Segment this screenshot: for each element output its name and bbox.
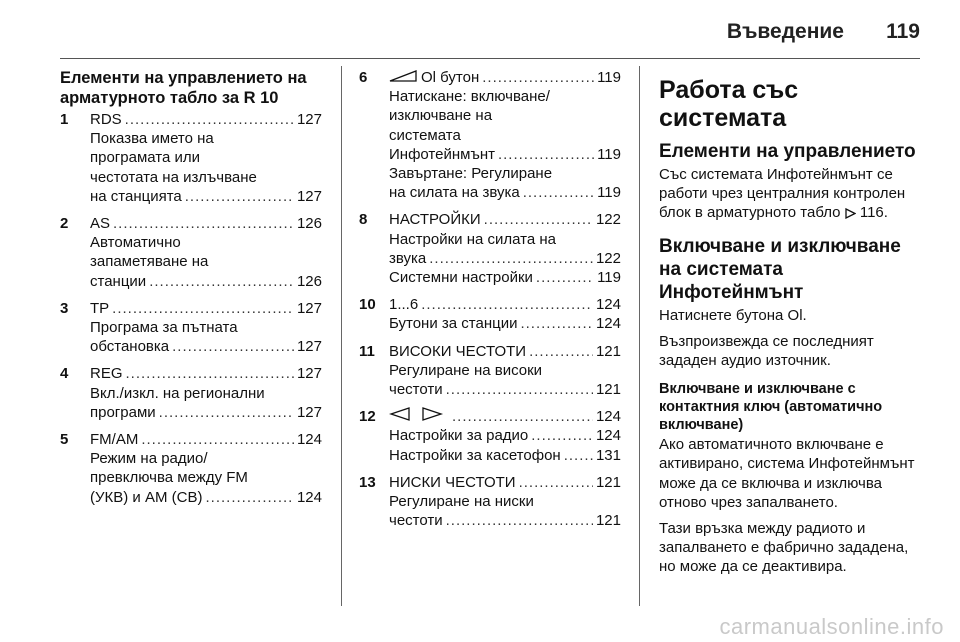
entry-body: [90, 110, 322, 206]
entry-text: изключване на: [389, 107, 493, 125]
leader-dots: [159, 403, 294, 422]
section-title: Работа със системата: [659, 76, 799, 132]
entry-text: честоти: [389, 512, 443, 530]
entry-number: 5: [60, 431, 69, 449]
entry-body: [389, 407, 621, 465]
leader-dots: [564, 446, 593, 465]
entry-number: 11: [359, 342, 375, 360]
entry-line: [389, 342, 621, 361]
entry-line: [90, 233, 322, 252]
page-ref: 131: [595, 446, 621, 464]
leader-dots: [519, 473, 593, 492]
entry-text: Инфотейнмънт: [389, 145, 495, 163]
entry-line: [90, 449, 322, 468]
entry-number: 4: [60, 365, 69, 383]
entry-text: Автоматично: [90, 234, 181, 252]
entry-line: [90, 318, 322, 337]
paragraph: [659, 165, 921, 225]
section-heading: Елементи на управлението на арматурното табло за R 10: [60, 69, 307, 107]
entry-body: [90, 299, 322, 357]
entry-body: [90, 364, 322, 422]
entry-line: [389, 183, 621, 202]
leader-dots: [113, 214, 294, 233]
column-divider: [639, 66, 640, 606]
seek-arrows-icon: [389, 407, 445, 426]
entry-line: [90, 403, 322, 422]
entry-number: 1: [60, 111, 69, 128]
entry-number: 6: [359, 69, 368, 86]
leader-dots: [205, 488, 293, 507]
entry-text: Натискане: включване/: [389, 88, 550, 106]
entry-line: [90, 129, 322, 148]
subsection-heading: Включване и изключване с контактния ключ (автоматично включване): [659, 381, 883, 434]
entry-line: [389, 407, 621, 426]
control-list: [359, 68, 621, 530]
page-ref: 121: [595, 381, 621, 399]
control-entry: [359, 342, 621, 400]
entry-body: [90, 430, 322, 507]
entry-body: [389, 295, 621, 333]
leader-dots: [141, 430, 294, 449]
page-ref: 119: [597, 184, 621, 202]
entry-line: [389, 492, 621, 511]
page-header: [60, 16, 920, 56]
entry-line: [90, 299, 322, 318]
entry-number: 10: [359, 296, 376, 314]
leader-dots: [523, 183, 594, 202]
control-entry: [359, 473, 621, 531]
page-ref: 119: [597, 269, 621, 287]
entry-line: [389, 314, 621, 333]
page-ref: 121: [595, 342, 621, 360]
entry-text: на станцията: [90, 187, 182, 205]
volume-wedge-icon: [389, 68, 417, 87]
entry-number: 2: [60, 215, 69, 233]
page-ref: 124: [595, 408, 621, 426]
leader-dots: [446, 511, 593, 530]
entry-text: честоти: [389, 381, 443, 399]
entry-line: [389, 446, 621, 465]
entry-line: [90, 168, 322, 187]
column-3: [659, 62, 921, 584]
entry-text: програмата или: [90, 149, 201, 167]
entry-body: [389, 210, 621, 287]
paragraph: Натиснете бутона Ol.: [659, 306, 807, 324]
entry-line: [389, 87, 621, 106]
page-ref: 121: [595, 473, 621, 491]
control-entry: [60, 364, 322, 422]
entry-text: звука: [389, 249, 427, 267]
leader-dots: [531, 426, 593, 445]
leader-dots: [149, 272, 294, 291]
entry-line: [389, 126, 621, 145]
page-ref: 124: [296, 488, 322, 506]
control-entry: [359, 407, 621, 465]
leader-dots: [172, 337, 294, 356]
subsection-heading: Включване и изключване на системата Инфотейнмънт: [659, 235, 901, 303]
page-ref: 119: [597, 145, 621, 163]
entry-text: Настройки за радио: [389, 427, 529, 445]
entry-text: RDS: [90, 111, 122, 128]
control-entry: [60, 214, 322, 291]
page-ref: 124: [595, 296, 621, 314]
page-ref: 127: [296, 111, 322, 128]
entry-text: Режим на радио/: [90, 450, 208, 468]
entry-line: [90, 272, 322, 291]
entry-line: [90, 384, 322, 403]
page-ref: 121: [595, 512, 621, 530]
entry-body: [389, 342, 621, 400]
entry-text: програми: [90, 403, 156, 421]
entry-text: Системни настройки: [389, 269, 533, 287]
page-ref: 127: [296, 338, 322, 356]
leader-dots: [126, 364, 294, 383]
control-entry: [60, 299, 322, 357]
entry-text: запаметяване на: [90, 253, 209, 271]
entry-line: [389, 210, 621, 229]
paragraph-text: Със системата Инфотейнмънт се работи чрез централния контролен блок в арматурното табло: [659, 166, 906, 222]
entry-body: [389, 473, 621, 531]
page-ref: 126: [296, 272, 322, 290]
entry-line: [389, 164, 621, 183]
leader-dots: [484, 210, 593, 229]
subsection-heading: Елементи на управлението: [659, 141, 916, 162]
page-ref-icon: [845, 205, 856, 224]
watermark: carmanualsonline.info: [719, 614, 944, 639]
page-ref: 122: [595, 211, 621, 229]
entry-text: обстановка: [90, 338, 170, 356]
page-ref: 127: [296, 187, 322, 205]
leader-dots: [185, 187, 294, 206]
entry-line: [389, 106, 621, 125]
control-list: [60, 110, 322, 507]
control-entry: [359, 210, 621, 287]
entry-line: [389, 230, 621, 249]
entry-line: [90, 148, 322, 167]
paragraph: Тази връзка между радиото и запалването е фабрично зададена, но може да се деактивира.: [659, 520, 909, 576]
leader-dots: [536, 268, 594, 287]
leader-dots: [125, 110, 294, 129]
entry-text: Бутони за станции: [389, 315, 518, 333]
page-ref: 127: [296, 365, 322, 383]
entry-line: [90, 110, 322, 129]
entry-number: 3: [60, 299, 69, 317]
entry-text: станции: [90, 272, 147, 290]
page-ref: 116.: [859, 204, 888, 222]
leader-dots: [446, 380, 593, 399]
page-ref: 124: [595, 315, 621, 333]
entry-text: Регулиране на ниски: [389, 493, 534, 511]
chapter-title: Въведение: [726, 20, 844, 43]
column-divider: [341, 66, 342, 606]
entry-text: 1...6: [389, 296, 419, 314]
page-ref: 119: [597, 69, 621, 86]
entry-text: REG: [90, 365, 123, 383]
leader-dots: [482, 68, 594, 87]
leader-dots: [452, 407, 593, 426]
entry-number: 13: [359, 473, 376, 491]
entry-text: Завъртане: Регулиране: [389, 165, 553, 183]
control-entry: [60, 110, 322, 206]
page-ref: 124: [296, 431, 322, 449]
entry-text: AS: [90, 215, 111, 233]
entry-line: [90, 430, 322, 449]
entry-number: 8: [359, 211, 368, 229]
entry-text: системата: [389, 126, 461, 144]
leader-dots: [498, 145, 594, 164]
entry-line: [389, 380, 621, 399]
entry-text: (УКВ) и AM (СВ): [90, 488, 203, 506]
entry-line: [90, 187, 322, 206]
entry-text: Програма за пътната: [90, 319, 238, 337]
control-entry: [359, 295, 621, 333]
page-ref: 127: [296, 403, 322, 421]
column-2: [359, 68, 621, 538]
entry-text: Показва името на: [90, 130, 214, 148]
leader-dots: [421, 295, 593, 314]
entry-line: [90, 214, 322, 233]
entry-text: НАСТРОЙКИ: [389, 211, 481, 229]
entry-text: Вкл./изкл. на регионални: [90, 384, 265, 402]
entry-body: [389, 68, 621, 202]
leader-dots: [529, 342, 593, 361]
entry-text: честотата на излъчване: [90, 168, 257, 186]
entry-text: превключва между FM: [90, 469, 248, 487]
page-number: 119: [886, 20, 920, 43]
entry-line: [90, 364, 322, 383]
entry-line: [389, 68, 621, 87]
entry-line: [389, 426, 621, 445]
header-divider: [60, 58, 920, 59]
entry-text: Настройки на силата на: [389, 230, 556, 248]
page-ref: 127: [296, 299, 322, 317]
entry-line: [90, 337, 322, 356]
entry-body: [90, 214, 322, 291]
entry-text: Настройки за касетофон: [389, 446, 561, 464]
paragraph: Възпроизвежда се последният зададен аудио източник.: [659, 332, 874, 370]
entry-line: [90, 252, 322, 271]
leader-dots: [112, 299, 294, 318]
leader-dots: [429, 249, 593, 268]
entry-line: [389, 268, 621, 287]
paragraph: Ако автоматичното включване е активирано, система Инфотейнмънт може да се включва и изключва отново чрез запалването.: [659, 436, 915, 511]
entry-number: 12: [359, 408, 376, 426]
entry-line: [389, 511, 621, 530]
entry-text: FM/AM: [90, 431, 139, 449]
page-ref: 124: [595, 427, 621, 445]
entry-line: [90, 488, 322, 507]
entry-line: [389, 249, 621, 268]
entry-text: Ol бутон: [421, 69, 480, 86]
entry-text: ВИСОКИ ЧЕСТОТИ: [389, 342, 527, 360]
leader-dots: [520, 314, 593, 333]
entry-line: [389, 473, 621, 492]
page-ref: 122: [595, 249, 621, 267]
entry-line: [389, 361, 621, 380]
page-ref: 126: [296, 215, 322, 233]
entry-line: [90, 468, 322, 487]
control-entry: [60, 430, 322, 507]
entry-text: на силата на звука: [389, 184, 520, 202]
entry-text: TP: [90, 299, 110, 317]
control-entry: [359, 68, 621, 202]
entry-line: [389, 145, 621, 164]
entry-text: Регулиране на високи: [389, 361, 543, 379]
column-1: [60, 68, 322, 515]
entry-line: [389, 295, 621, 314]
entry-text: НИСКИ ЧЕСТОТИ: [389, 473, 516, 491]
